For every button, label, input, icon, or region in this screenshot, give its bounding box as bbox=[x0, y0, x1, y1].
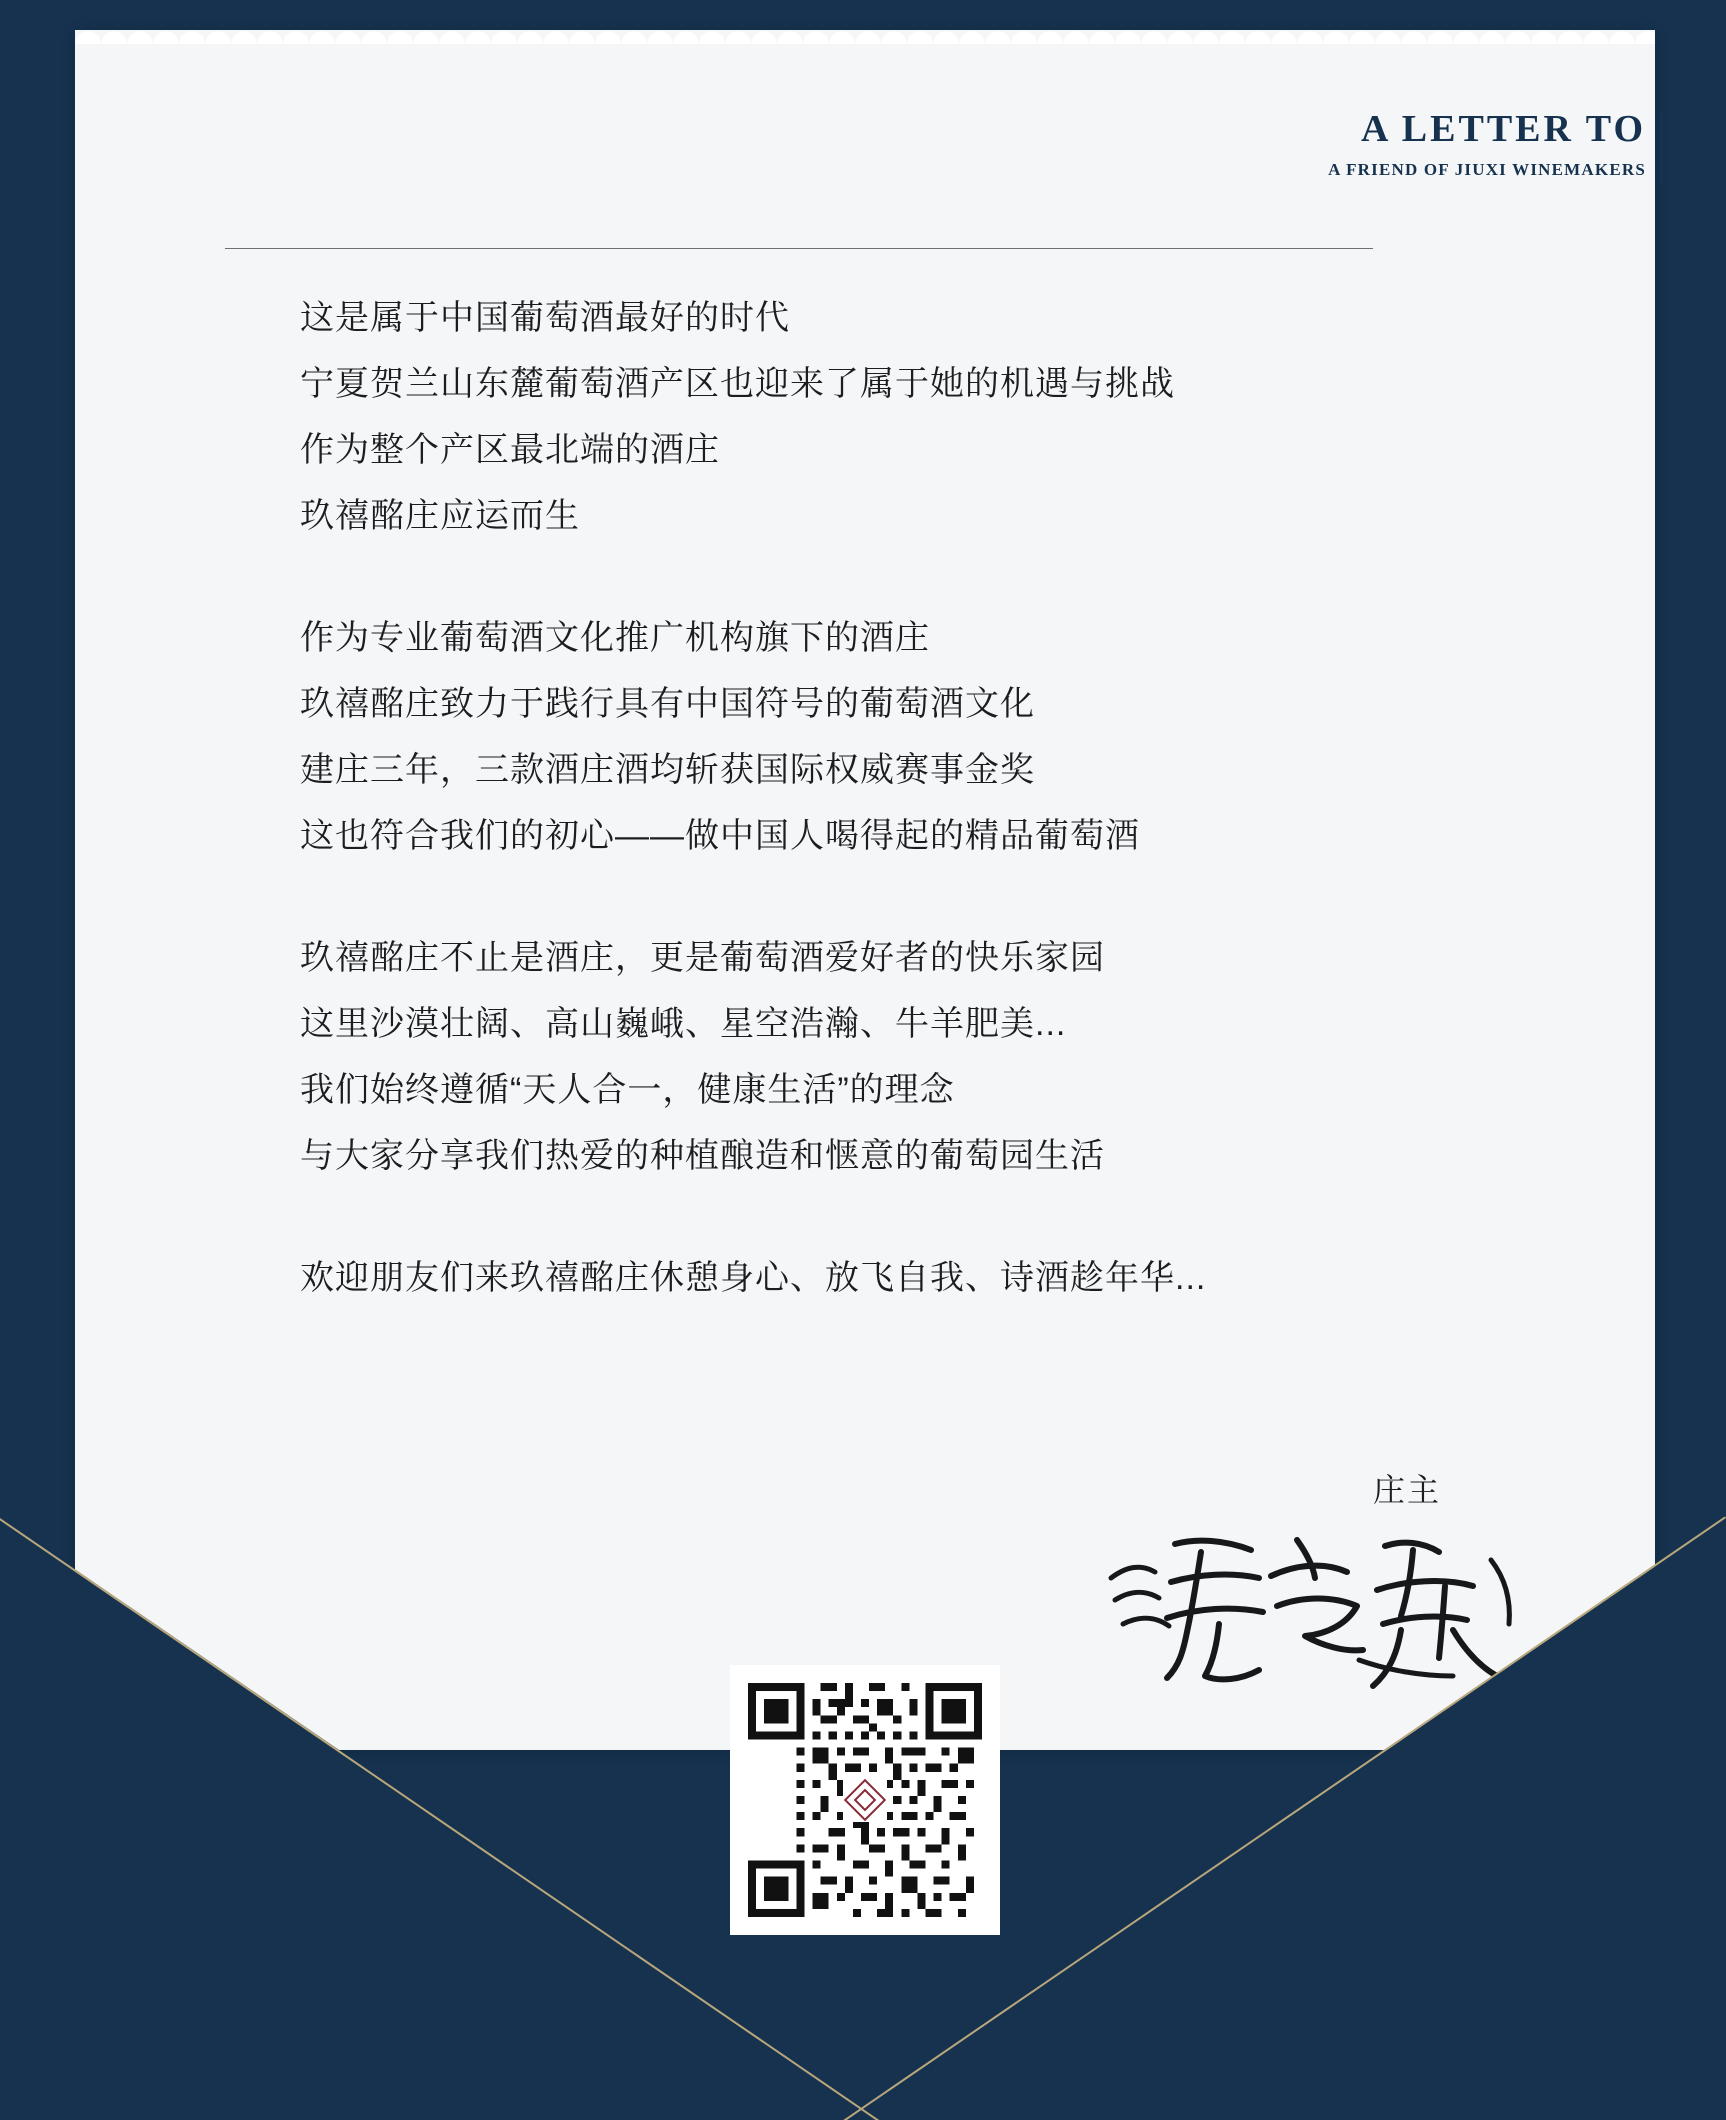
letter-heading bbox=[1328, 110, 1646, 180]
body-line: 作为整个产区最北端的酒庄 bbox=[300, 431, 720, 469]
body-line: 玖禧酩庄不止是酒庄，更是葡萄酒爱好者的快乐家园 bbox=[300, 939, 1105, 977]
body-line: 建庄三年，三款酒庄酒均斩获国际权威赛事金奖 bbox=[300, 751, 1035, 789]
body-line: 作为专业葡萄酒文化推广机构旗下的酒庄 bbox=[300, 619, 930, 657]
heading-divider bbox=[225, 248, 1373, 249]
body-line: 玖禧酩庄致力于践行具有中国符号的葡萄酒文化 bbox=[300, 685, 1035, 723]
paragraph-3 bbox=[300, 925, 1420, 1189]
heading-subtitle: A FRIEND OF JIUXI WINEMAKERS bbox=[1328, 159, 1646, 179]
body-line: 玖禧酩庄应运而生 bbox=[300, 497, 580, 535]
body-line: 这也符合我们的初心——做中国人喝得起的精品葡萄酒 bbox=[300, 817, 1140, 855]
body-line: 这里沙漠壮阔、高山巍峨、星空浩瀚、牛羊肥美... bbox=[300, 1005, 1067, 1043]
signer-role: 庄主 bbox=[1372, 1472, 1441, 1508]
body-line: 欢迎朋友们来玖禧酩庄休憩身心、放飞自我、诗酒趁年华... bbox=[300, 1259, 1207, 1297]
handwritten-signature bbox=[1101, 1520, 1521, 1710]
body-line: 我们始终遵循“天人合一，健康生活”的理念 bbox=[300, 1071, 955, 1109]
letter-body bbox=[300, 285, 1420, 1311]
double-bar-icon bbox=[1660, 114, 1674, 186]
heading-title: A LETTER TO bbox=[1360, 108, 1646, 150]
paragraph-1 bbox=[300, 285, 1420, 549]
body-line: 与大家分享我们热爱的种植酿造和惬意的葡萄园生活 bbox=[300, 1137, 1105, 1175]
body-line: 这是属于中国葡萄酒最好的时代 bbox=[300, 299, 790, 337]
diamond-logo-icon bbox=[844, 1779, 886, 1821]
qr-center-logo bbox=[843, 1778, 887, 1822]
paragraph-4 bbox=[300, 1245, 1420, 1311]
qr-code-card[interactable] bbox=[730, 1665, 1000, 1935]
body-line: 宁夏贺兰山东麓葡萄酒产区也迎来了属于她的机遇与挑战 bbox=[300, 365, 1175, 403]
paragraph-2 bbox=[300, 605, 1420, 869]
